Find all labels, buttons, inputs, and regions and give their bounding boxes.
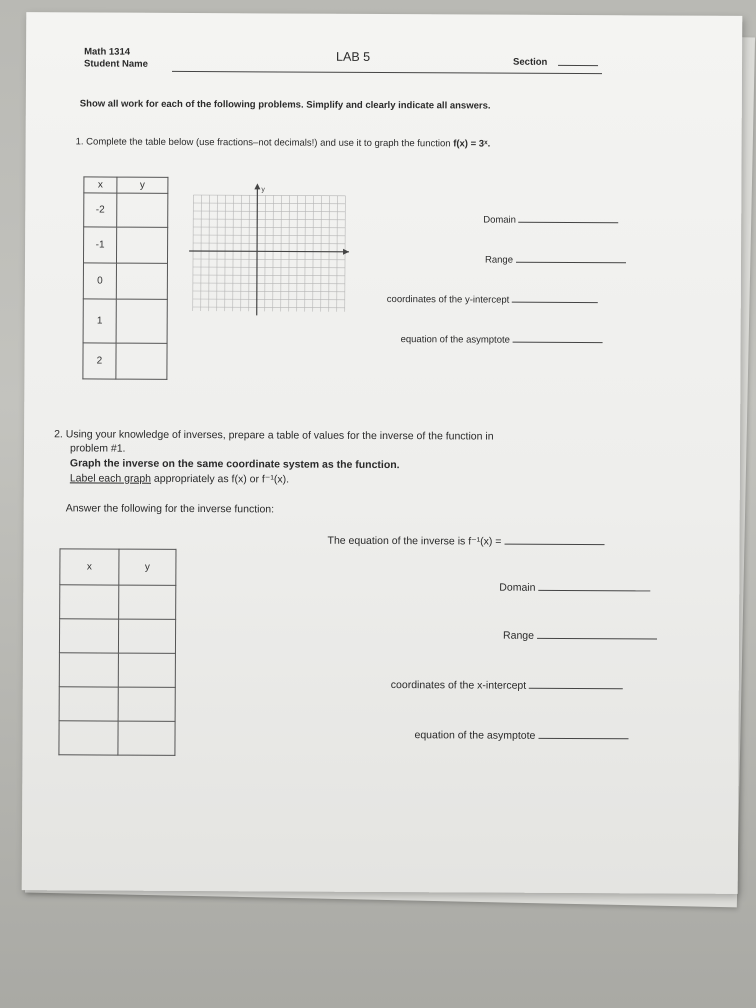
p1-range-label: Range (484, 254, 514, 266)
p1-domain (483, 213, 618, 227)
y-axis-arrow (254, 183, 260, 189)
section-line (558, 65, 598, 66)
p1-asymptote-blank[interactable] (513, 333, 603, 343)
p2-x-intercept-label: coordinates of the x-intercept (390, 679, 527, 692)
problem1-prompt: 1. Complete the table below (use fractions–not decimals!) and use it to graph the function (75, 136, 451, 150)
x-axis (189, 251, 349, 252)
y-axis-label: y (261, 186, 265, 194)
worksheet-page (22, 12, 743, 894)
p2-domain-blank[interactable] (538, 581, 650, 592)
p1-x-cell: -2 (84, 193, 117, 227)
p2-domain (499, 581, 650, 595)
student-name-line (172, 71, 602, 74)
p2-y-cell[interactable] (118, 653, 175, 687)
course-title: Math 1314 (84, 46, 131, 58)
p1-x-cell: 2 (83, 343, 116, 379)
p2-x-cell[interactable] (59, 619, 118, 653)
p1-y-intercept (387, 292, 598, 306)
p2-header-x: x (60, 549, 119, 585)
p2-header-y: y (119, 549, 176, 585)
problem2-line2: problem #1. (69, 442, 126, 455)
lab-title: LAB 5 (336, 49, 371, 64)
p1-range (485, 253, 626, 267)
student-name-label: Student Name (84, 58, 148, 70)
p1-y-cell[interactable] (117, 193, 168, 227)
coordinate-grid (189, 181, 350, 317)
p2-asymptote (414, 728, 628, 742)
inverse-equation-blank[interactable] (504, 535, 604, 546)
p2-asymptote-label: equation of the asymptote (414, 729, 536, 742)
p1-y-intercept-label: coordinates of the y-intercept (386, 294, 510, 306)
p2-x-intercept-blank[interactable] (529, 679, 623, 689)
p1-domain-label: Domain (483, 214, 516, 226)
p1-header-y: y (117, 177, 168, 193)
p2-y-cell[interactable] (118, 619, 175, 653)
x-axis-arrow (343, 249, 349, 255)
p1-range-blank[interactable] (516, 253, 626, 264)
inverse-equation (328, 534, 605, 548)
p2-y-cell[interactable] (118, 687, 175, 721)
section-label: Section (513, 56, 548, 68)
p2-x-cell[interactable] (59, 653, 118, 687)
problem1-table (82, 176, 168, 379)
problem2-table (58, 548, 176, 756)
p1-x-cell: -1 (83, 227, 116, 263)
p1-y-cell[interactable] (116, 227, 167, 263)
p2-range-label: Range (503, 629, 535, 642)
p2-domain-label: Domain (499, 581, 536, 594)
p2-y-cell[interactable] (118, 721, 175, 755)
inverse-equation-label: The equation of the inverse is f⁻¹(x) = (327, 534, 502, 548)
label-each-graph: Label each graph (69, 472, 152, 485)
p1-asymptote (401, 332, 603, 346)
p2-range (503, 629, 657, 643)
p2-asymptote-blank[interactable] (538, 729, 628, 739)
p1-y-cell[interactable] (116, 343, 167, 379)
p1-y-intercept-blank[interactable] (512, 293, 598, 303)
grid-lines (193, 195, 346, 312)
problem2-line3: Graph the inverse on the same coordinate system as the function. (69, 457, 400, 472)
p1-y-cell[interactable] (116, 263, 167, 299)
p1-domain-blank[interactable] (519, 213, 619, 224)
p1-x-cell: 0 (83, 263, 116, 299)
p1-header-x: x (84, 177, 117, 193)
p2-x-cell[interactable] (59, 721, 118, 755)
p1-asymptote-label: equation of the asymptote (400, 334, 510, 346)
problem2-line1: 2. Using your knowledge of inverses, prepare a table of values for the inverse of the function in (54, 428, 494, 443)
p1-x-cell: 1 (83, 299, 116, 343)
p2-x-cell[interactable] (60, 585, 119, 619)
p2-x-cell[interactable] (59, 687, 118, 721)
p2-range-blank[interactable] (537, 629, 657, 640)
problem2-line4-rest: appropriately as f(x) or f⁻¹(x). (150, 472, 290, 486)
problem1-function: f(x) = 3ˣ. (453, 138, 491, 150)
p2-x-intercept (391, 678, 623, 692)
y-axis (257, 185, 258, 315)
problem1-text (76, 136, 491, 149)
p2-y-cell[interactable] (119, 585, 176, 619)
instructions: Show all work for each of the following problems. Simplify and clearly indicate all answers. (79, 98, 491, 112)
problem2-line4 (70, 472, 289, 485)
p1-y-cell[interactable] (116, 299, 167, 343)
answer-prompt: Answer the following for the inverse function: (65, 502, 275, 516)
